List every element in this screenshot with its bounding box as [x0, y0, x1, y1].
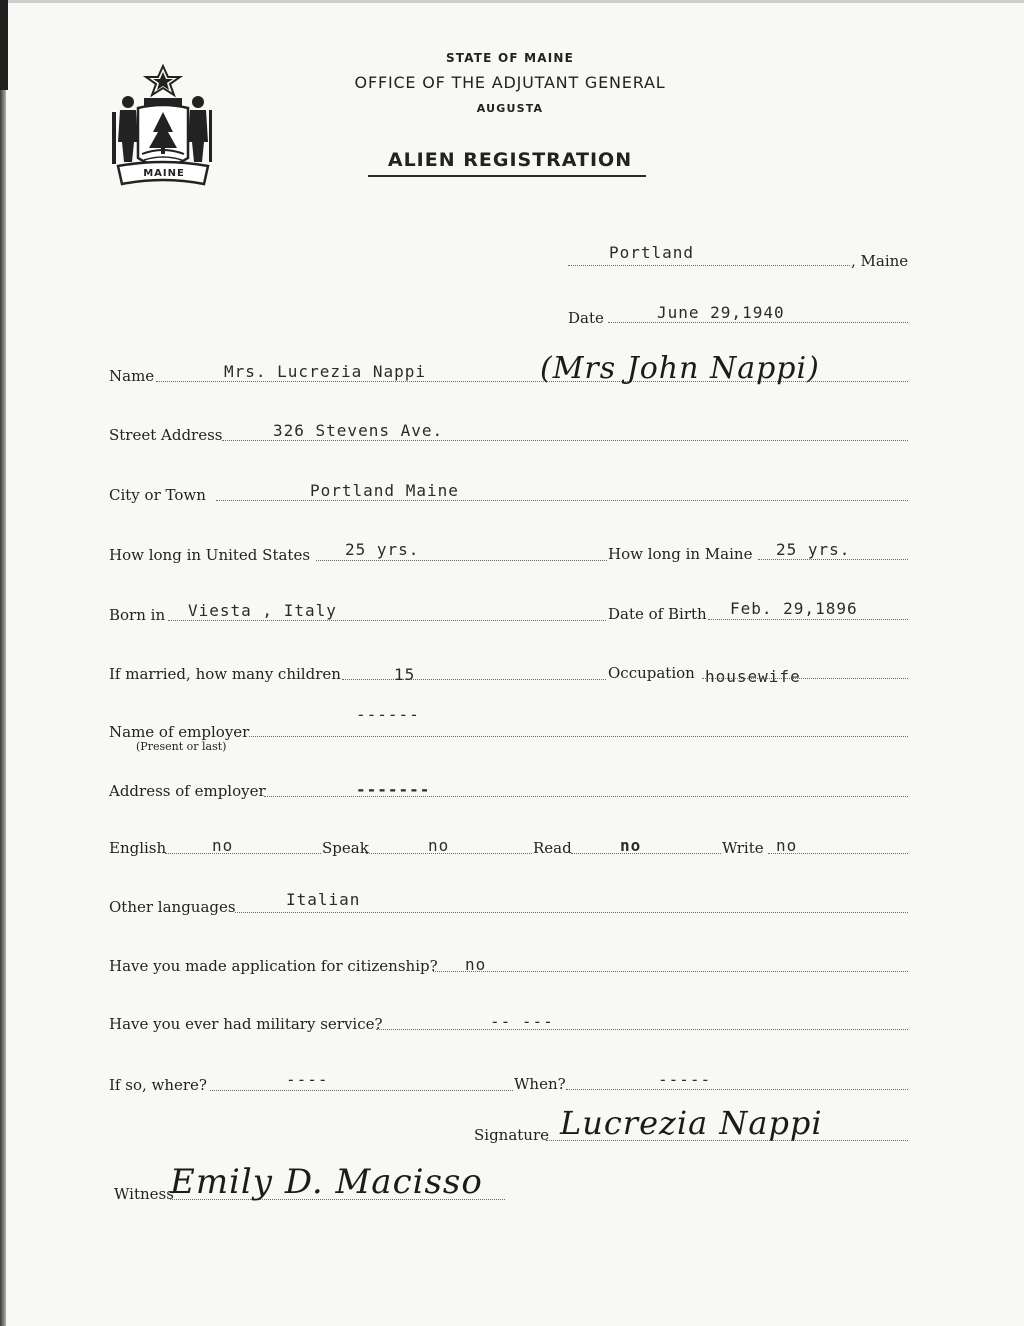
location-line: [568, 265, 850, 266]
employer-name-line: [249, 736, 908, 737]
location-value: Portland: [609, 243, 695, 262]
witness-signature: Emily D. Macisso: [170, 1162, 483, 1202]
read-value: no: [620, 836, 642, 855]
paper-top-edge: [0, 0, 1024, 3]
when-line: [566, 1089, 908, 1090]
applicant-signature: Lucrezia Nappi: [560, 1104, 823, 1142]
military-line: [376, 1029, 908, 1030]
children-line: [342, 679, 606, 680]
english-value: no: [212, 836, 234, 855]
signature-label: Signature: [474, 1126, 550, 1144]
header-city: AUGUSTA: [476, 102, 544, 115]
where-value: ----: [286, 1070, 329, 1089]
other-languages-line: [235, 912, 908, 913]
when-value: -----: [658, 1070, 712, 1089]
occupation-label: Occupation: [608, 664, 695, 682]
title-underline: [368, 175, 646, 177]
maine-duration-line: [758, 559, 908, 560]
street-address-label: Street Address: [109, 426, 223, 444]
seal-scroll-text: MAINE: [143, 168, 185, 179]
us-duration-line: [316, 560, 607, 561]
military-value: -- ---: [490, 1012, 554, 1031]
street-address-value: 326 Stevens Ave.: [273, 421, 444, 440]
name-value: Mrs. Lucrezia Nappi: [224, 362, 427, 381]
employer-name-sublabel: (Present or last): [136, 740, 227, 753]
maine-duration-label: How long in Maine: [608, 545, 753, 563]
dob-line: [708, 619, 908, 620]
children-label: If married, how many children: [109, 665, 341, 683]
header-state: STATE OF MAINE: [445, 51, 575, 65]
when-label: When?: [514, 1075, 566, 1093]
paper-left-edge: [0, 0, 6, 1326]
read-label: Read: [533, 839, 572, 857]
date-value: June 29,1940: [657, 303, 785, 322]
employer-name-value: ------: [356, 705, 420, 724]
citizenship-line: [433, 971, 908, 972]
occupation-value: housewife: [705, 667, 801, 686]
location-suffix: , Maine: [851, 252, 909, 270]
employer-address-label: Address of employer: [109, 782, 266, 800]
citizenship-label: Have you made application for citizenship?: [109, 957, 438, 975]
speak-value: no: [428, 836, 450, 855]
born-in-label: Born in: [109, 606, 166, 624]
children-value: 15: [394, 665, 416, 684]
city-town-value: Portland Maine: [310, 481, 459, 500]
maine-duration-value: 25 yrs.: [776, 540, 851, 559]
other-languages-value: Italian: [286, 890, 361, 909]
born-in-line: [168, 620, 606, 621]
date-label: Date: [568, 309, 604, 327]
dob-value: Feb. 29,1896: [730, 599, 858, 618]
military-label: Have you ever had military service?: [109, 1015, 383, 1033]
where-label: If so, where?: [109, 1076, 207, 1094]
employer-address-value: -------: [356, 780, 431, 799]
name-label: Name: [109, 367, 155, 385]
dob-label: Date of Birth: [608, 605, 707, 623]
scan-margin-mark: [0, 0, 22, 90]
where-line: [210, 1090, 513, 1091]
write-label: Write: [722, 839, 764, 857]
english-label: English: [109, 839, 167, 857]
header-office: OFFICE OF THE ADJUTANT GENERAL: [354, 73, 666, 92]
speak-label: Speak: [322, 839, 369, 857]
other-languages-label: Other languages: [109, 898, 236, 916]
city-town-line: [216, 500, 908, 501]
write-value: no: [776, 836, 798, 855]
born-in-value: Viesta , Italy: [188, 601, 337, 620]
employer-name-label: Name of employer: [109, 723, 250, 741]
english-line: [165, 853, 321, 854]
form-title: ALIEN REGISTRATION: [387, 149, 633, 171]
citizenship-value: no: [465, 955, 487, 974]
city-town-label: City or Town: [109, 486, 206, 504]
us-duration-value: 25 yrs.: [345, 540, 420, 559]
date-line: [608, 322, 908, 323]
name-handwritten-note: (Mrs John Nappi): [540, 351, 820, 386]
us-duration-label: How long in United States: [109, 546, 311, 564]
read-line: [571, 853, 721, 854]
witness-label: Witness: [114, 1185, 174, 1203]
street-address-line: [222, 440, 908, 441]
